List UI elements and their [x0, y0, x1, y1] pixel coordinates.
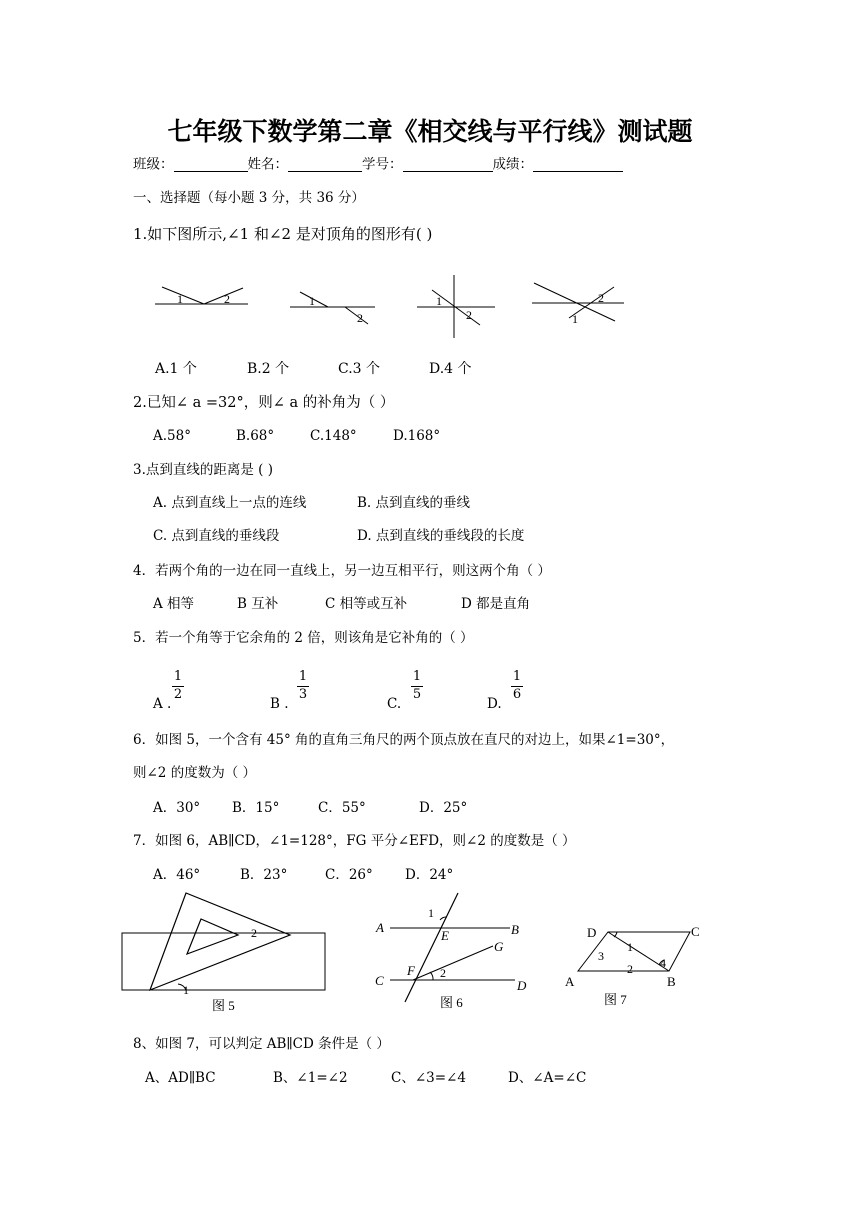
fig6-label-g: G	[494, 939, 504, 954]
class-field[interactable]	[174, 158, 248, 172]
page-title: 七年级下数学第二章《相交线与平行线》测试题	[167, 117, 693, 146]
q3-option-d[interactable]: D. 点到直线的垂线段的长度	[357, 528, 525, 544]
q1-option-d[interactable]: D.4 个	[429, 361, 472, 377]
q1-fig-b-label-1: 1	[309, 294, 315, 308]
question-7: 7．如图 6，AB∥CD，∠1=128°，FG 平分∠EFD，则∠2 的度数是（ ）	[133, 833, 576, 849]
number-label: 学号：	[362, 156, 403, 173]
q1-fig-d-label-1: 1	[572, 312, 578, 326]
q6-option-a[interactable]: A．30°	[153, 800, 201, 816]
q5-option-a-label[interactable]: A .	[153, 696, 172, 712]
q8-option-d[interactable]: D、∠A=∠C	[508, 1070, 587, 1086]
q6-option-c[interactable]: C．55°	[318, 800, 366, 816]
question-2: 2.已知∠ a =32°，则∠ a 的补角为（ ）	[133, 395, 395, 411]
q4-option-d[interactable]: D 都是直角	[461, 596, 531, 612]
q7-option-b[interactable]: B．23°	[240, 867, 288, 883]
question-5: 5．若一个角等于它余角的 2 倍，则该角是它补角的（ ）	[133, 630, 474, 646]
fig6-label-d: D	[517, 978, 527, 993]
fig7-angle-3: 3	[598, 949, 604, 963]
fig7-angle-4: 4	[660, 956, 666, 970]
number-field[interactable]	[403, 158, 493, 172]
q5-option-c-label[interactable]: C.	[387, 696, 402, 712]
fig6-label-f: F	[407, 963, 415, 978]
q5-option-b-fraction: 1 3	[298, 669, 308, 702]
fig7-label-c: C	[691, 924, 700, 939]
q6-option-d[interactable]: D．25°	[419, 800, 468, 816]
question-4: 4．若两个角的一边在同一直线上，另一边互相平行，则这两个角（ ）	[133, 563, 551, 579]
q2-option-a[interactable]: A.58°	[153, 428, 191, 444]
fig6-label-c: C	[375, 973, 384, 988]
class-label: 班级：	[133, 156, 174, 173]
q5-option-c-fraction: 1 5	[412, 669, 422, 702]
question-3: 3.点到直线的距离是 ( )	[133, 462, 273, 478]
q1-fig-a-label-2: 2	[224, 292, 230, 306]
fig6-angle-1: 1	[428, 906, 434, 920]
q1-fig-d-label-2: 2	[598, 291, 604, 305]
q1-fig-c-label-1: 1	[436, 294, 442, 308]
q1-fig-b-label-2: 2	[357, 311, 363, 325]
q7-option-d[interactable]: D．24°	[405, 867, 454, 883]
fig5-caption: 图 5	[212, 998, 235, 1013]
q8-option-b[interactable]: B、∠1=∠2	[273, 1070, 348, 1086]
fig7-label-a: A	[565, 974, 575, 989]
q3-option-a[interactable]: A. 点到直线上一点的连线	[153, 495, 307, 511]
q1-option-c[interactable]: C.3 个	[338, 361, 381, 377]
fig7-angle-1: 1	[627, 940, 633, 954]
name-label: 姓名：	[247, 156, 288, 173]
q5-option-a-fraction: 1 2	[173, 669, 183, 702]
q8-option-c[interactable]: C、∠3=∠4	[391, 1070, 466, 1086]
q5-option-d-fraction: 1 6	[512, 669, 522, 702]
fig6-label-a: A	[376, 920, 384, 935]
section-heading: 一、选择题（每小题 3 分，共 36 分）	[133, 190, 365, 206]
score-label: 成绩：	[492, 156, 533, 173]
q5-option-d-label[interactable]: D.	[487, 696, 502, 712]
q1-fig-a-label-1: 1	[177, 292, 183, 306]
q1-option-b[interactable]: B.2 个	[247, 361, 290, 377]
fig6-label-e: E	[441, 928, 449, 943]
q1-option-a[interactable]: A.1 个	[155, 361, 197, 377]
q2-option-c[interactable]: C.148°	[310, 428, 357, 444]
student-info-line	[133, 158, 623, 172]
q7-option-c[interactable]: C．26°	[325, 867, 373, 883]
q1-fig-c-label-2: 2	[466, 308, 472, 322]
fig7-label-b: B	[667, 974, 676, 989]
q3-option-b[interactable]: B. 点到直线的垂线	[357, 495, 471, 511]
q4-option-b[interactable]: B 互补	[237, 596, 279, 612]
score-field[interactable]	[533, 158, 623, 172]
q6-option-b[interactable]: B．15°	[232, 800, 280, 816]
q3-option-c[interactable]: C. 点到直线的垂线段	[153, 528, 280, 544]
fig7-caption: 图 7	[604, 992, 627, 1007]
question-6-line-2: 则∠2 的度数为（ ）	[133, 765, 256, 781]
fig6-angle-2: 2	[440, 966, 446, 980]
fig7-label-d: D	[587, 925, 597, 940]
name-field[interactable]	[288, 158, 362, 172]
q2-option-b[interactable]: B.68°	[236, 428, 275, 444]
fig5-angle-2: 2	[251, 926, 257, 940]
fig6-label-b: B	[511, 922, 519, 937]
q8-option-a[interactable]: A、AD∥BC	[145, 1070, 216, 1086]
fig7-angle-2: 2	[627, 962, 633, 976]
question-6-line-1: 6．如图 5，一个含有 45° 角的直角三角尺的两个顶点放在直尺的对边上，如果∠1=30°，	[133, 732, 675, 748]
q4-option-a[interactable]: A 相等	[153, 596, 195, 612]
question-8: 8、如图 7，可以判定 AB∥CD 条件是（ ）	[133, 1036, 390, 1052]
q2-option-d[interactable]: D.168°	[393, 428, 441, 444]
question-1: 1.如下图所示,∠1 和∠2 是对顶角的图形有( )	[133, 225, 433, 243]
q4-option-c[interactable]: C 相等或互补	[325, 596, 408, 612]
q5-option-b-label[interactable]: B .	[270, 696, 289, 712]
fig5-angle-1: 1	[183, 983, 189, 997]
q7-option-a[interactable]: A．46°	[153, 867, 201, 883]
fig6-caption: 图 6	[440, 995, 463, 1010]
